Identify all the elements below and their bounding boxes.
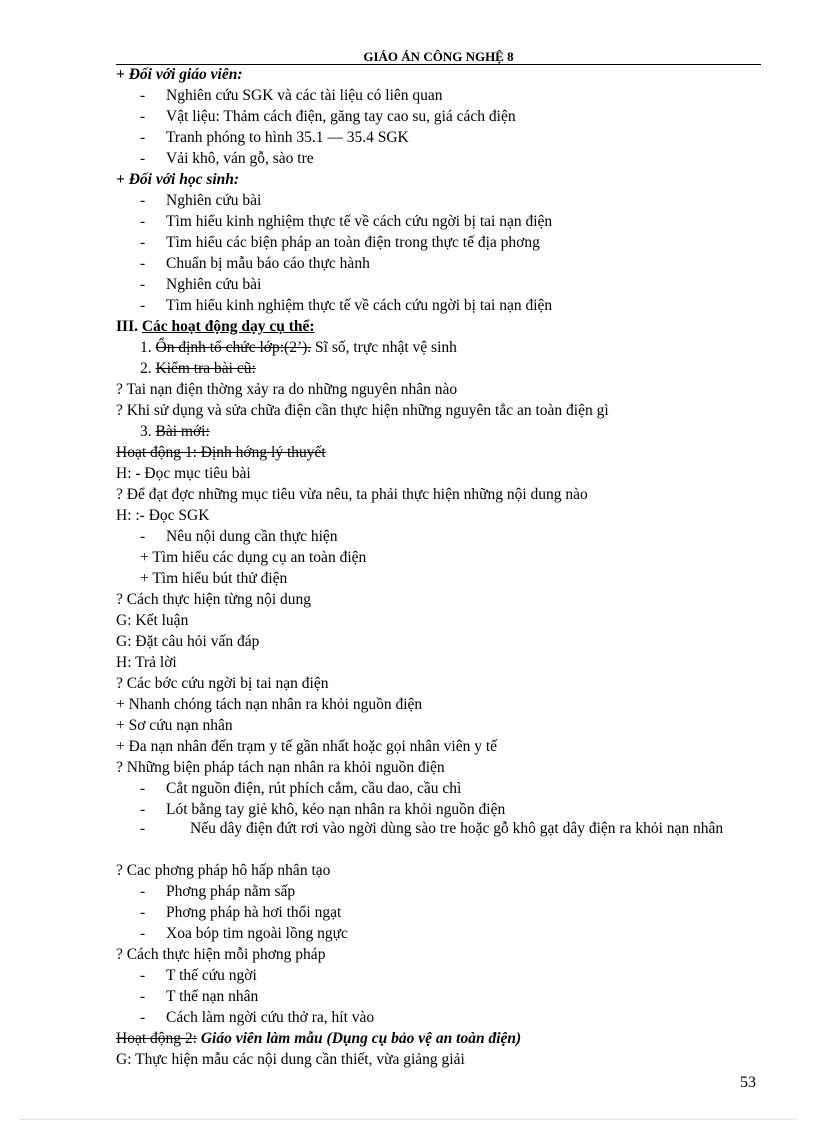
list-item: - Tìm hiểu kinh nghiệm thực tế về cách cứu ngời bị tai nạn điện [140,297,553,314]
footer-divider [20,1119,796,1120]
text-line: G: Thực hiện mẫu các nội dung cần thiết, vừa giảng giải [116,1051,465,1068]
text-line: ? Để đạt đợc những mục tiêu vừa nêu, ta phải thực hiện những nội dung nào [116,486,588,503]
question: ? Khi sử dụng và sửa chữa điện cần thực hiện những nguyên tắc an toàn điện gì [116,402,609,419]
question: ? Cac phơng pháp hô hấp nhân tạo [116,862,331,879]
text-line: + Sơ cứu nạn nhân [116,717,233,734]
student-heading: + Đối với học sinh: [116,171,240,188]
list-item: - Tranh phóng to hình 35.1 — 35.4 SGK [140,129,409,146]
list-item: - T thế cứu ngời [140,967,257,984]
page-header: GIÁO ÁN CÔNG NGHỆ 8 [116,50,761,65]
text-line: G: Đặt câu hỏi vấn đáp [116,633,260,650]
list-item: - Xoa bóp tim ngoài lồng ngực [140,925,348,942]
list-item: - Tìm hiểu kinh nghiệm thực tế về cách cứu ngời bị tai nạn điện [140,213,553,230]
list-item: - Cách làm ngời cứu thở ra, hít vào [140,1009,375,1026]
list-item: - T thế nạn nhân [140,988,259,1005]
step-3: 3. Bài mới: [140,423,210,440]
text-line: H: - Đọc mục tiêu bài [116,465,251,482]
list-item: - Chuẩn bị mẫu báo cáo thực hành [140,255,370,272]
list-item: - Nêu nội dung cần thực hiện [140,528,338,545]
list-item: - Vải khô, ván gỗ, sào tre [140,150,314,167]
text-line: H: :- Đọc SGK [116,507,210,524]
step-1: 1. Ổn định tổ chức lớp:(2’). Sĩ số, trực nhật vệ sinh [140,339,457,356]
question: ? Tai nạn điện thờng xảy ra do những nguyên nhân nào [116,381,458,398]
list-item: - Phơng pháp nằm sấp [140,883,296,900]
text-line: ? Các bớc cứu ngời bị tai nạn điện [116,675,329,692]
section-heading: III. Các hoạt động dạy cụ thể: [116,318,315,335]
page-number: 53 [740,1074,756,1091]
list-item: - Nếu dây điện đứt rơi vào ngời dùng sào tre hoặc gỗ khô gạt dây điện ra khỏi nạn nhân [140,820,724,837]
list-item: - Lót bằng tay giẻ khô, kéo nạn nhân ra khỏi nguồn điện [140,801,506,818]
text-line: + Tìm hiểu bút thử điện [140,570,288,587]
teacher-heading: + Đối với giáo viên: [116,66,243,83]
list-item: - Phơng pháp hà hơi thổi ngạt [140,904,342,921]
text-line: ? Cách thực hiện từng nội dung [116,591,312,608]
question: ? Cách thực hiện mỗi phơng pháp [116,946,326,963]
text-line: + Tìm hiểu các dụng cụ an toàn điện [140,549,367,566]
list-item: - Cắt nguồn điện, rút phích cắm, cầu dao, cầu chì [140,780,462,797]
list-item: - Vật liệu: Thảm cách điện, găng tay cao su, giá cách điện [140,108,516,125]
text-line: + Nhanh chóng tách nạn nhân ra khỏi nguồn điện [116,696,423,713]
list-item: - Tìm hiểu các biện pháp an toàn điện trong thực tế địa phơng [140,234,540,251]
activity-2-title: Hoạt động 2: Giáo viên làm mẫu (Dụng cụ bảo vệ an toàn điện) [116,1030,522,1047]
lesson-content [116,64,761,1070]
text-line: ? Những biện pháp tách nạn nhân ra khỏi nguồn điện [116,759,445,776]
list-item: - Nghiên cứu SGK và các tài liệu có liên quan [140,87,443,104]
text-line: H: Trả lời [116,654,177,671]
list-item: - Nghiên cứu bài [140,192,262,209]
text-line: + Đa nạn nhân đến trạm y tế gần nhất hoặc gọi nhân viên y tế [116,738,498,755]
step-2: 2. Kiểm tra bài cũ: [140,360,256,377]
activity-1-title: Hoạt động 1: Định hớng lý thuyết [116,444,326,461]
list-item: - Nghiên cứu bài [140,276,262,293]
text-line: G: Kết luận [116,612,189,629]
